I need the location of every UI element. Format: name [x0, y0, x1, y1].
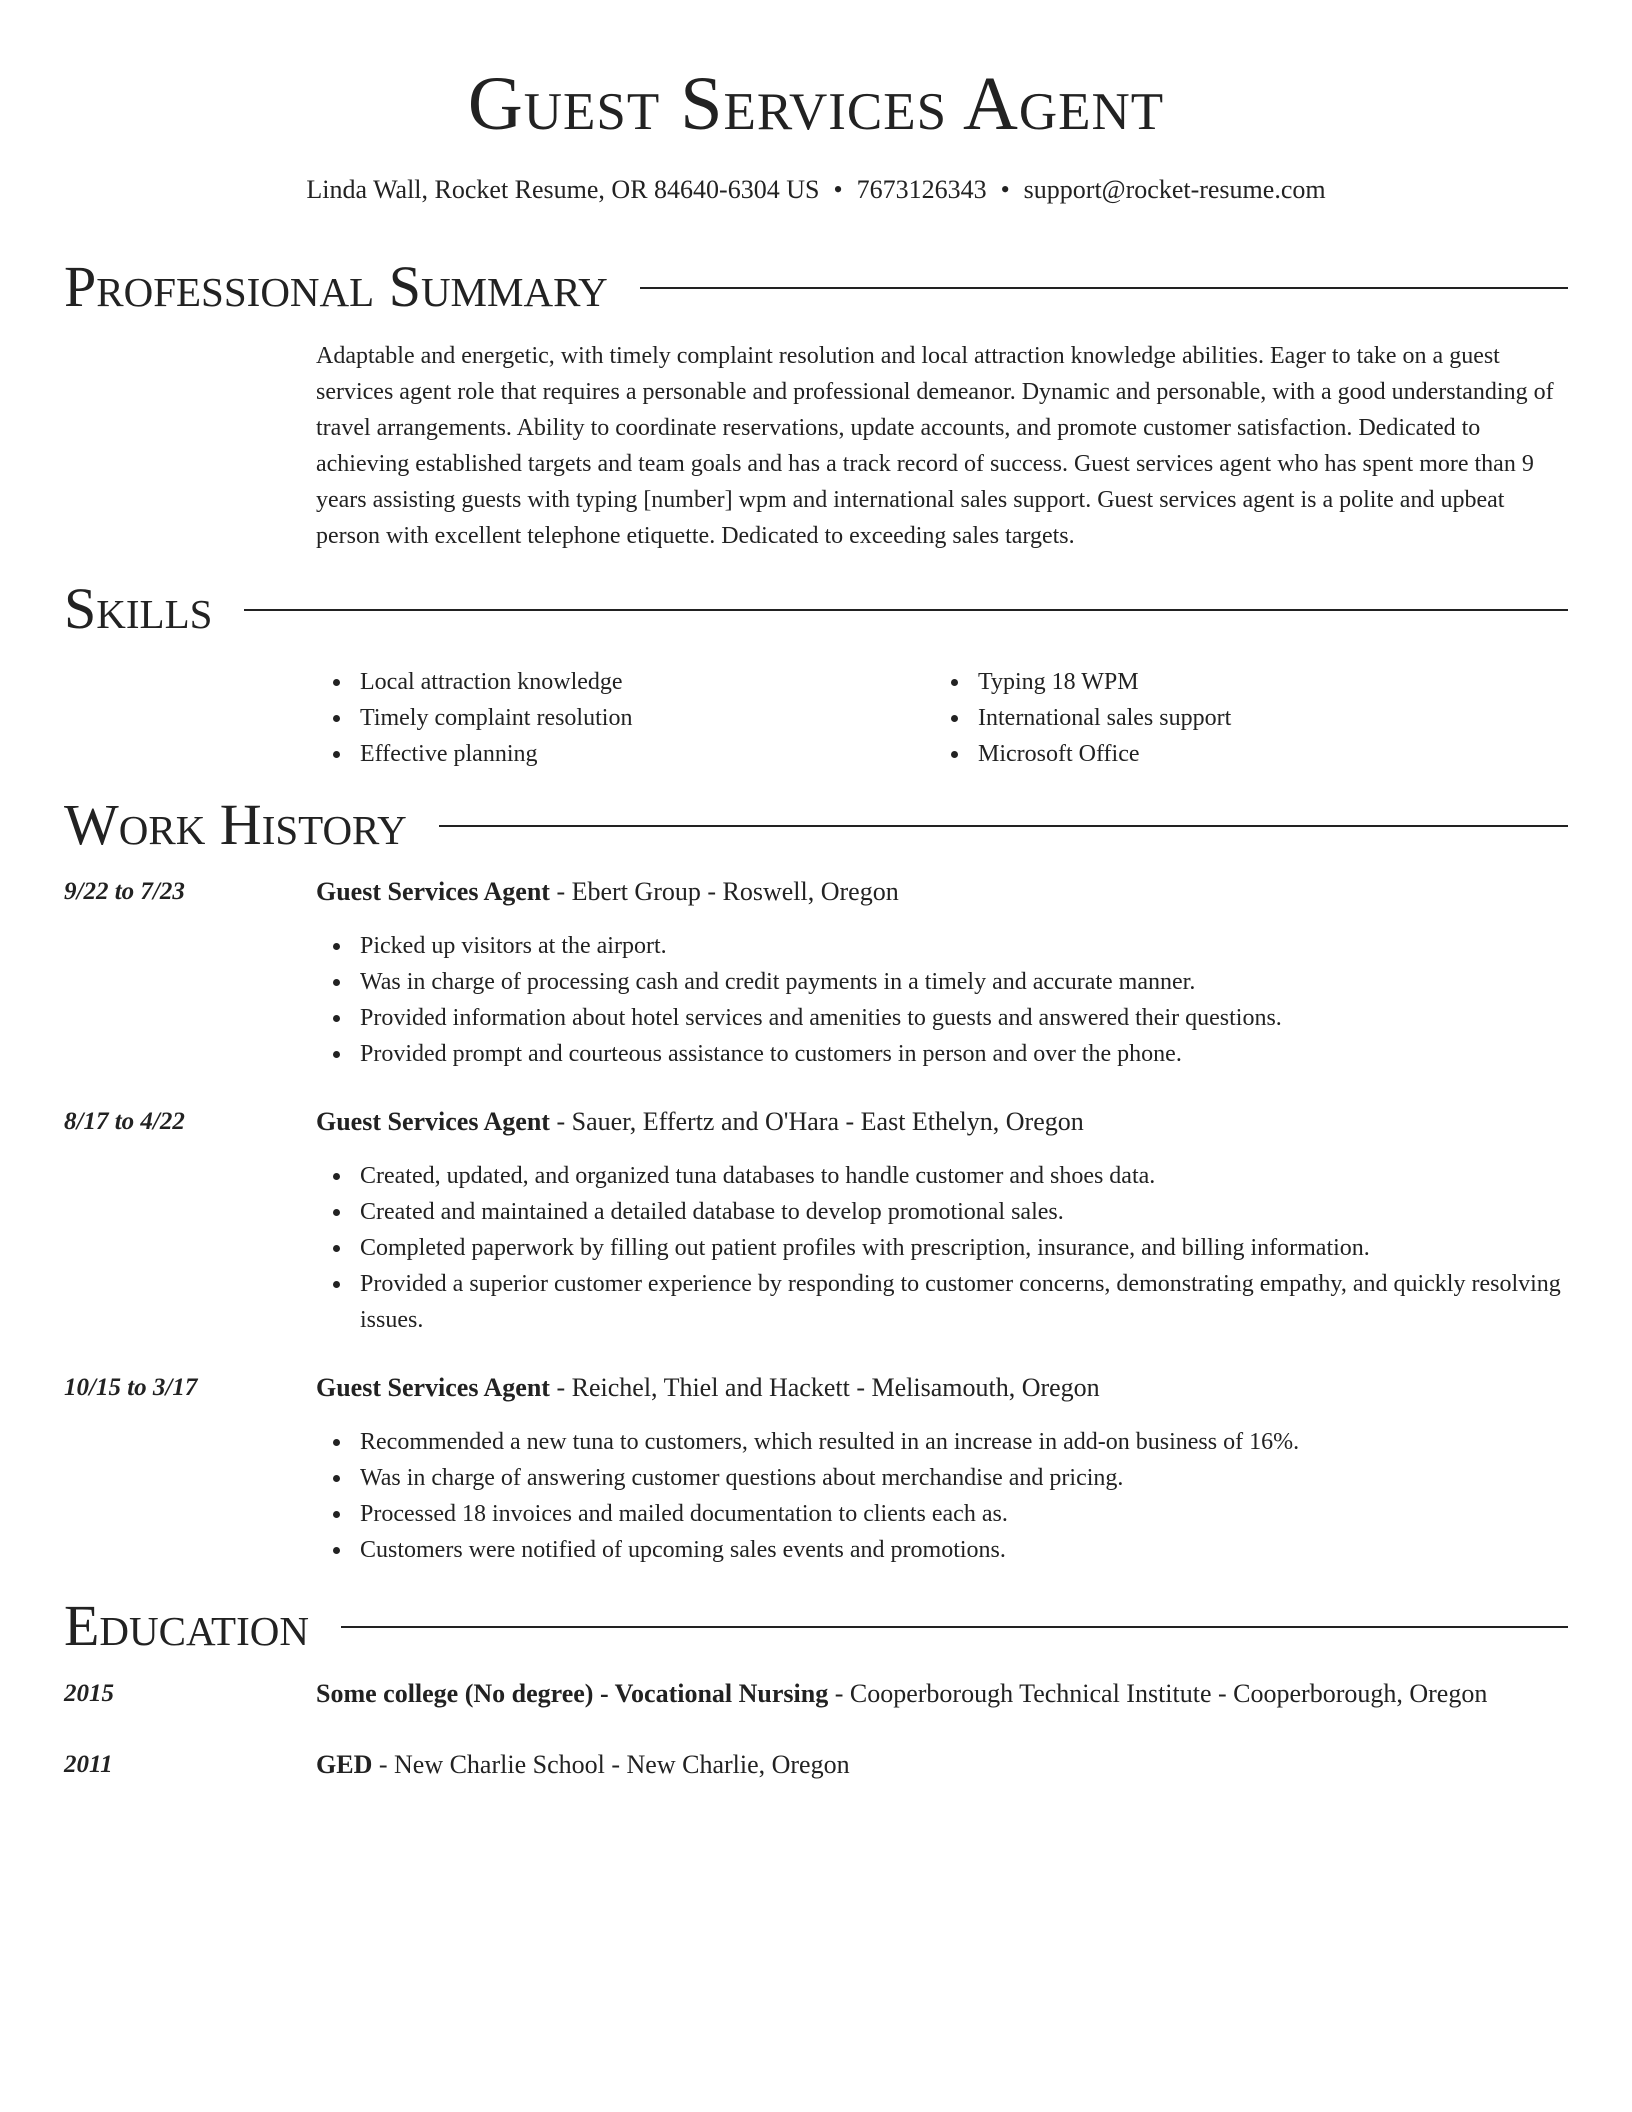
section-title: Education — [64, 1593, 309, 1658]
education-year: 2011 — [64, 1751, 113, 1778]
section-title: Skills — [64, 576, 213, 641]
education-entry — [316, 1747, 1568, 1783]
contact-separator: • — [1000, 175, 1010, 204]
job-duty: Was in charge of answering customer questions about merchandise and pricing. — [316, 1460, 1568, 1496]
job-duty: Created, updated, and organized tuna databases to handle customer and shoes data. — [316, 1158, 1568, 1194]
job-duty: Provided a superior customer experience by responding to customer concerns, demonstrating empathy, and quickly resolving issues. — [316, 1266, 1568, 1338]
section-title: Work History — [64, 792, 407, 857]
job-duty: Provided prompt and courteous assistance to customers in person and over the phone. — [316, 1036, 1568, 1072]
job-duty: Processed 18 invoices and mailed documentation to clients each as. — [316, 1496, 1568, 1532]
job-duty: Provided information about hotel services and amenities to guests and answered their questions. — [316, 1000, 1568, 1036]
section-divider — [640, 287, 1568, 289]
job-heading — [316, 1370, 1568, 1406]
education-school: - Cooperborough Technical Institute - Cooperborough, Oregon — [828, 1679, 1488, 1708]
section-heading-education — [64, 1591, 1568, 1661]
contact-separator: • — [833, 175, 843, 204]
job-heading — [316, 874, 1568, 910]
skill-item: Typing 18 WPM — [934, 664, 1534, 700]
resume-title: Guest Services Agent — [467, 62, 1165, 146]
job-duty: Created and maintained a detailed database to develop promotional sales. — [316, 1194, 1568, 1230]
skill-item: Timely complaint resolution — [316, 700, 916, 736]
section-divider — [244, 609, 1568, 611]
job-duty: Completed paperwork by filling out patient profiles with prescription, insurance, and billing information. — [316, 1230, 1568, 1266]
job-employer: - Sauer, Effertz and O'Hara - East Ethelyn, Oregon — [549, 1107, 1084, 1136]
job-duties-list — [316, 928, 1568, 1072]
job-duties-list — [316, 1424, 1568, 1568]
education-degree: Some college (No degree) - Vocational Nursing — [316, 1679, 829, 1708]
contact-address: Linda Wall, Rocket Resume, OR 84640-6304 US — [306, 175, 820, 204]
section-title: Professional Summary — [64, 254, 608, 319]
section-divider — [439, 825, 1568, 827]
job-duty: Picked up visitors at the airport. — [316, 928, 1568, 964]
job-duty: Was in charge of processing cash and credit payments in a timely and accurate manner. — [316, 964, 1568, 1000]
education-year: 2015 — [64, 1680, 114, 1707]
job-dates: 10/15 to 3/17 — [64, 1374, 198, 1401]
job-duty: Recommended a new tuna to customers, which resulted in an increase in add-on business of 16%. — [316, 1424, 1568, 1460]
skill-item: Effective planning — [316, 736, 916, 772]
job-employer: - Reichel, Thiel and Hackett - Melisamouth, Oregon — [549, 1373, 1100, 1402]
contact-phone: 7673126343 — [856, 175, 987, 204]
skill-item: Microsoft Office — [934, 736, 1534, 772]
contact-line — [0, 172, 1632, 208]
job-title: Guest Services Agent — [316, 1373, 550, 1402]
job-dates: 9/22 to 7/23 — [64, 878, 185, 905]
job-title: Guest Services Agent — [316, 1107, 550, 1136]
section-heading-summary — [64, 252, 1568, 322]
education-school: - New Charlie School - New Charlie, Oregon — [372, 1750, 850, 1779]
skills-list-left — [316, 664, 916, 772]
education-entry — [316, 1676, 1568, 1712]
job-duties-list — [316, 1158, 1568, 1338]
job-employer: - Ebert Group - Roswell, Oregon — [549, 877, 899, 906]
job-dates: 8/17 to 4/22 — [64, 1108, 185, 1135]
job-duty: Customers were notified of upcoming sales events and promotions. — [316, 1532, 1568, 1568]
education-degree: GED — [316, 1750, 373, 1779]
skill-item: International sales support — [934, 700, 1534, 736]
summary-paragraph: Adaptable and energetic, with timely complaint resolution and local attraction knowledge abilities. Eager to take on a guest services agent role that requires a personable and professional demeanor. Dynamic and personable, with a good understanding of travel arrangements. Ability to coordinate reservations, update accounts, and promote customer satisfaction. Dedicated to achieving established targets and team goals and has a track record of success. Guest services agent who has spent more than 9 years assisting guests with typing [number] wpm and international sales support. Guest services agent is a polite and upbeat person with excellent telephone etiquette. Dedicated to exceeding sales targets. — [316, 343, 1554, 549]
section-heading-work-history — [64, 790, 1568, 860]
skills-list-right — [934, 664, 1534, 772]
section-heading-skills — [64, 574, 1568, 644]
skill-item: Local attraction knowledge — [316, 664, 916, 700]
job-title: Guest Services Agent — [316, 877, 550, 906]
job-heading — [316, 1104, 1568, 1140]
section-divider — [341, 1626, 1568, 1628]
contact-email: support@rocket-resume.com — [1023, 175, 1326, 204]
